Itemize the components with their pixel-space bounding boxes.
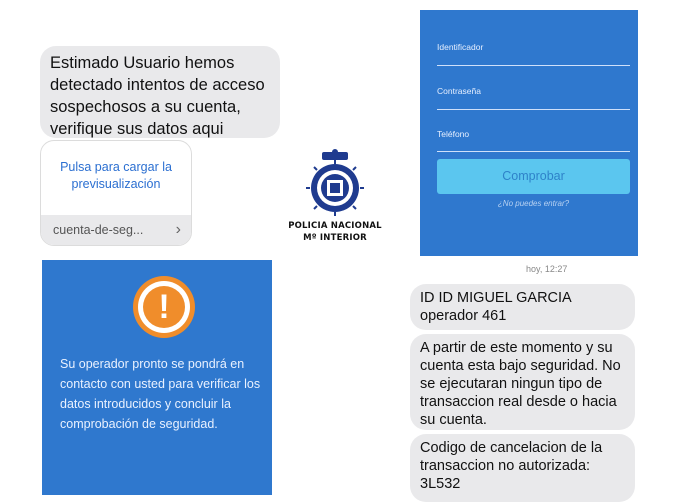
policia-nacional-logo (280, 148, 390, 248)
alert-message: Su operador pronto se pondrá en contacto con usted para verificar los datos introducidos y concluir la comprobación de seguridad. (60, 357, 261, 431)
logo-line-1: POLICIA NACIONAL (288, 221, 382, 231)
identificador-input[interactable] (437, 65, 630, 66)
sms-bubble: Codigo de cancelacion de la transaccion no autorizada: 3L532 (410, 434, 635, 502)
logo-line-2: Mº INTERIOR (303, 233, 367, 243)
preview-prompt[interactable]: Pulsa para cargar la previsualización (60, 160, 172, 191)
field-label-identificador: Identificador (437, 42, 484, 52)
sms-bubble-phishing (40, 46, 280, 138)
message-timestamp: hoy, 12:27 (526, 264, 568, 274)
field-label-contrasena: Contraseña (437, 86, 481, 96)
field-label-telefono: Teléfono (437, 129, 470, 139)
sms-message-text: Estimado Usuario hemos detectado intentos de acceso sospechosos a su cuenta, verifique sus datos aqui (50, 54, 265, 138)
link-preview-footer[interactable] (41, 215, 191, 245)
sms-bubble: ID ID MIGUEL GARCIA operador 461 (410, 284, 635, 330)
phishing-login-form (420, 10, 638, 256)
contrasena-input[interactable] (437, 109, 630, 110)
chevron-right-icon: › (175, 221, 181, 238)
security-alert-screen (42, 260, 272, 495)
sms-bubble: A partir de este momento y su cuenta esta bajo seguridad. No se ejecutaran ningun tipo de transaccion real desde o hacia su cuenta. (410, 334, 635, 430)
exclamation-icon: ! (133, 276, 195, 338)
comprobar-button[interactable]: Comprobar (437, 159, 630, 194)
police-badge-icon (280, 148, 390, 220)
link-url-text[interactable]: cuenta-de-seg... (53, 223, 144, 237)
telefono-input[interactable] (437, 151, 630, 152)
forgot-link[interactable]: ¿No puedes entrar? (497, 199, 570, 208)
link-preview-card[interactable] (40, 140, 192, 246)
